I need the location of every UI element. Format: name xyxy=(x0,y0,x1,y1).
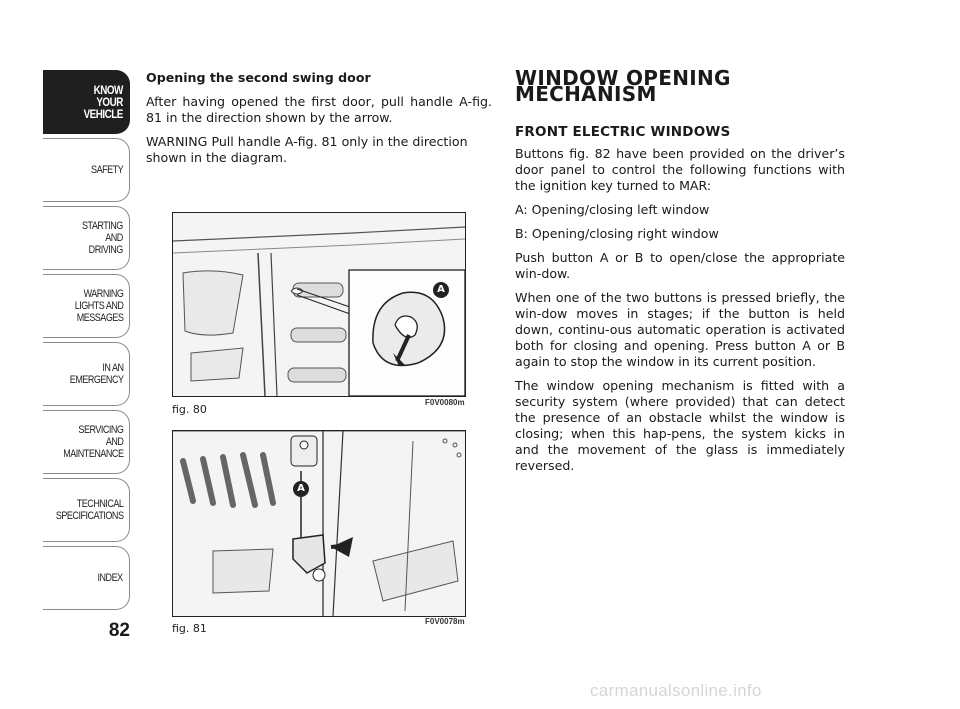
section-subheading: Opening the second swing door xyxy=(146,70,371,85)
tab-index[interactable] xyxy=(43,546,130,610)
paragraph: The window opening mechanism is fitted with a security system (where provided) that can detect the presence of an obstacle whilst the window is closing; when this hap-pens, the system kicks in and the movement of the glass is immediately reversed. xyxy=(515,378,845,473)
figure-81-caption: fig. 81 xyxy=(172,622,207,635)
tab-technical-specifications[interactable] xyxy=(43,478,130,542)
tab-label: KNOW YOUR VEHICLE xyxy=(83,83,123,121)
figure-80-code: F0V0080m xyxy=(425,398,465,407)
paragraph: After having opened the first door, pull handle A-fig. 81 in the direction shown by the arrow. xyxy=(146,94,492,125)
tab-label: INDEX xyxy=(97,572,123,584)
subsection-title: FRONT ELECTRIC WINDOWS xyxy=(515,124,731,140)
page-number: 82 xyxy=(108,620,130,641)
tab-safety[interactable] xyxy=(43,138,130,202)
tab-label: IN AN EMERGENCY xyxy=(69,362,123,386)
tab-label: TECHNICAL SPECIFICATIONS xyxy=(55,498,123,522)
tab-label: STARTING AND DRIVING xyxy=(82,220,123,256)
tab-starting-and-driving[interactable] xyxy=(43,206,130,270)
right-column xyxy=(515,66,845,482)
list-item: B: Opening/closing right window xyxy=(515,226,719,241)
tab-warning-lights[interactable] xyxy=(43,274,130,338)
left-column xyxy=(146,70,492,174)
tab-label: SAFETY xyxy=(90,164,123,176)
figure-81-image xyxy=(172,430,466,617)
tab-label: SERVICING AND MAINTENANCE xyxy=(62,424,123,460)
tab-label: WARNING LIGHTS AND MESSAGES xyxy=(74,288,123,324)
door-latch-illustration xyxy=(173,213,465,396)
paragraph: Push button A or B to open/close the appropriate win-dow. xyxy=(515,250,845,281)
tab-know-your-vehicle[interactable] xyxy=(43,70,130,134)
paragraph: Buttons fig. 82 have been provided on the driver’s door panel to control the following functions with the ignition key turned to MAR: xyxy=(515,146,845,193)
second-door-handle-illustration xyxy=(173,431,465,616)
figure-81-code: F0V0078m xyxy=(425,617,465,626)
callout-a: A xyxy=(437,284,445,295)
warning-paragraph: WARNING Pull handle A-fig. 81 only in the direction shown in the diagram. xyxy=(146,134,468,165)
watermark: carmanualsonline.info xyxy=(590,681,762,700)
tab-servicing[interactable] xyxy=(43,410,130,474)
paragraph: When one of the two buttons is pressed briefly, the win-dow moves in stages; if the button is held down, continu-ous automatic operation is activated both for closing and opening. Press button A or B again to stop the window in its current position. xyxy=(515,290,845,369)
callout-a: A xyxy=(297,483,305,494)
tab-in-an-emergency[interactable] xyxy=(43,342,130,406)
section-title: WINDOW OPENING MECHANISM xyxy=(515,66,731,106)
figure-80-caption: fig. 80 xyxy=(172,403,207,416)
list-item: A: Opening/closing left window xyxy=(515,202,710,217)
figure-80-image xyxy=(172,212,466,397)
